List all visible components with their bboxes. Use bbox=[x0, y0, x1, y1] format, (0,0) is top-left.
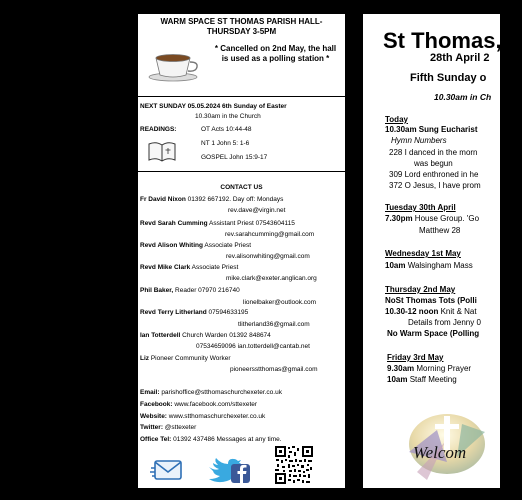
wednesday-heading: Wednesday 1st May bbox=[385, 249, 461, 258]
contact-name: Revd Alison Whiting bbox=[140, 242, 203, 249]
twitter-line bbox=[140, 424, 196, 431]
thursday-event bbox=[385, 307, 477, 317]
wednesday-time: 10am bbox=[385, 261, 406, 270]
contact-detail: Associate Priest bbox=[202, 242, 252, 249]
contact-email[interactable]: rev.alisonwhiting@gmail.com bbox=[226, 253, 310, 260]
website-line bbox=[140, 413, 265, 420]
warm-space-note bbox=[208, 44, 343, 64]
twitter-handle[interactable]: @sttexeter bbox=[163, 424, 197, 431]
contact-name: Revd Sarah Cumming bbox=[140, 220, 208, 227]
next-sunday-heading: NEXT SUNDAY 05.05.2024 6th Sunday of Easter bbox=[140, 103, 287, 110]
thursday-sub: Details from Jenny 0 bbox=[408, 318, 481, 327]
hymn-item: 228 I danced in the morn bbox=[389, 148, 478, 157]
contact-email[interactable]: 07534659096 ian.totterdell@cantab.net bbox=[196, 343, 310, 350]
warm-space-title bbox=[138, 17, 345, 37]
friday-time: 10am bbox=[387, 375, 408, 384]
wednesday-text: Walsingham Mass bbox=[405, 261, 473, 270]
service-time: 10.30am in Ch bbox=[434, 92, 492, 102]
friday-heading: Friday 3rd May bbox=[387, 353, 444, 362]
contact-detail: 01392 667192. Day off: Mondays bbox=[185, 196, 284, 203]
thursday-event: No Warm Space (Polling bbox=[387, 329, 480, 338]
warm-space-title-line1: WARM SPACE ST THOMAS PARISH HALL- bbox=[160, 17, 323, 26]
tuesday-text: House Group. 'Go bbox=[412, 214, 480, 223]
readings-label: READINGS: bbox=[140, 126, 177, 133]
next-sunday-service: 10.30am in the Church bbox=[195, 113, 261, 120]
left-panel bbox=[138, 14, 345, 488]
envelope-icon bbox=[150, 458, 186, 482]
coffee-cup-icon bbox=[148, 48, 202, 82]
tuesday-time: 7.30pm bbox=[385, 214, 413, 223]
thursday-time: 10.30-12 noon bbox=[385, 307, 439, 316]
qr-code-icon[interactable] bbox=[274, 445, 314, 485]
welcome-banner bbox=[407, 412, 500, 482]
contact-entry bbox=[140, 309, 248, 317]
warm-space-note-line1: * Cancelled on 2nd May, the hall bbox=[214, 44, 337, 53]
friday-event bbox=[387, 375, 457, 385]
today-heading: Today bbox=[385, 115, 408, 124]
contacts-title: CONTACT US bbox=[220, 184, 263, 191]
contact-detail: Church Warden 01392 848674 bbox=[180, 332, 271, 339]
hymn-item: was begun bbox=[414, 159, 453, 168]
service-date: 28th April 2 bbox=[430, 52, 490, 64]
reading-ot: OT Acts 10:44-48 bbox=[201, 126, 252, 133]
email-value[interactable]: parishoffice@stthomaschurchexeter.co.uk bbox=[159, 389, 282, 396]
hymn-numbers-label: Hymn Numbers bbox=[391, 136, 447, 145]
contact-email[interactable]: rev.sarahcumming@gmail.com bbox=[225, 231, 315, 238]
wednesday-event bbox=[385, 261, 473, 271]
contact-detail: Pioneer Community Worker bbox=[149, 355, 231, 362]
contact-detail: 07594633195 bbox=[206, 309, 249, 316]
friday-text: Staff Meeting bbox=[407, 375, 457, 384]
today-service: 10.30am Sung Eucharist bbox=[385, 125, 478, 134]
friday-event bbox=[387, 364, 471, 374]
facebook-line bbox=[140, 401, 257, 408]
hymn-item: 372 O Jesus, I have prom bbox=[389, 181, 481, 190]
twitter-facebook-icon bbox=[207, 457, 251, 485]
office-value: 01392 437486 Messages at any time. bbox=[171, 436, 282, 443]
contact-name: Revd Terry Litherland bbox=[140, 309, 207, 316]
contact-entry bbox=[140, 242, 251, 250]
website-link[interactable]: www.stthomaschurchexeter.co.uk bbox=[166, 413, 266, 420]
contact-email[interactable]: lionelbaker@outlook.com bbox=[243, 299, 317, 306]
thursday-heading: Thursday 2nd May bbox=[385, 285, 456, 294]
facebook-label: Facebook: bbox=[140, 401, 173, 408]
contact-email[interactable]: pioneersstthomas@gmail.com bbox=[230, 366, 318, 373]
contact-entry bbox=[140, 196, 283, 204]
office-label: Office Tel: bbox=[140, 436, 172, 443]
hymn-item: 309 Lord enthroned in he bbox=[389, 170, 479, 179]
reading-gospel: GOSPEL John 15:9-17 bbox=[201, 154, 268, 161]
office-line bbox=[140, 436, 282, 443]
thursday-event: NoSt Thomas Tots (Polli bbox=[385, 296, 477, 305]
contact-detail: Associate Priest bbox=[190, 264, 239, 271]
warm-space-note-line2: is used as a polling station * bbox=[221, 54, 330, 63]
contact-detail: Assistant Priest 07543604115 bbox=[207, 220, 295, 227]
twitter-label: Twitter: bbox=[140, 424, 163, 431]
contact-name: Ian Totterdell bbox=[140, 332, 181, 339]
contact-email[interactable]: tlitherland36@gmail.com bbox=[238, 321, 310, 328]
email-label: Email: bbox=[140, 389, 160, 396]
bible-icon bbox=[147, 140, 177, 164]
contact-name: Phil Baker, bbox=[140, 287, 174, 294]
contact-email[interactable]: mike.clark@exeter.anglican.org bbox=[226, 275, 317, 282]
website-label: Website: bbox=[140, 413, 167, 420]
thursday-text: Knit & Nat bbox=[438, 307, 477, 316]
contact-name: Fr David Nixon bbox=[140, 196, 186, 203]
contact-name: Revd Mike Clark bbox=[140, 264, 191, 271]
tuesday-heading: Tuesday 30th April bbox=[385, 203, 456, 212]
contact-detail: Reader 07970 216740 bbox=[173, 287, 240, 294]
warm-space-title-line2: THURSDAY 3-5PM bbox=[206, 27, 277, 36]
tuesday-event bbox=[385, 214, 479, 224]
contact-entry bbox=[140, 220, 295, 228]
contact-entry bbox=[140, 287, 240, 295]
divider bbox=[138, 171, 345, 172]
church-title: St Thomas, E bbox=[383, 28, 522, 53]
contact-name: Liz bbox=[140, 355, 150, 362]
facebook-link[interactable]: www.facebook.com/sttexeter bbox=[172, 401, 258, 408]
welcome-text: Welcom bbox=[413, 443, 467, 462]
email-line bbox=[140, 389, 282, 396]
contact-entry bbox=[140, 264, 238, 272]
tuesday-sub: Matthew 28 bbox=[419, 226, 461, 235]
reading-nt: NT 1 John 5: 1-6 bbox=[201, 140, 250, 147]
contact-email[interactable]: rev.dave@virgin.net bbox=[228, 207, 286, 214]
contact-entry bbox=[140, 355, 231, 363]
sunday-name: Fifth Sunday o bbox=[410, 72, 487, 84]
friday-text: Morning Prayer bbox=[414, 364, 472, 373]
friday-time: 9.30am bbox=[387, 364, 415, 373]
divider bbox=[138, 96, 345, 97]
contact-entry bbox=[140, 332, 271, 340]
